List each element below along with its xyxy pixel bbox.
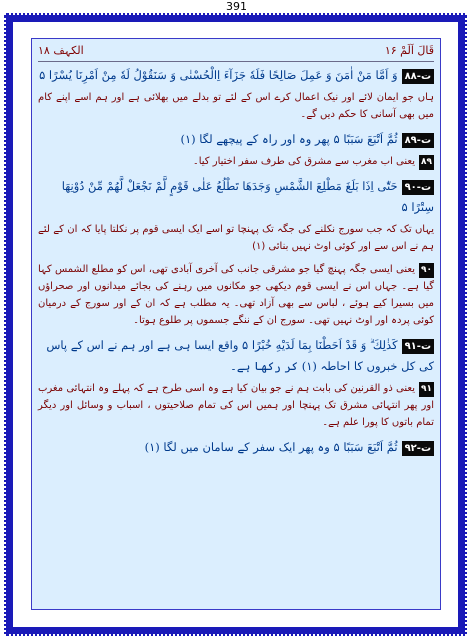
page-number: 391 — [226, 0, 247, 13]
note-number: ۹۱ — [419, 382, 434, 397]
note-number: ۸۹ — [419, 155, 434, 170]
commentary-91 — [38, 380, 434, 431]
verse-number: ت-۸۹ — [402, 133, 434, 148]
verse-text: وَ اَمَّا مَنْ اٰمَنَ وَ عَمِلَ صَالِحًا فَلَهٗ جَزَآءَ اِالْحُسْنٰی وَ سَنَقُوْلُ لَهٗ مِنْ اَمْرِنَا يُسْرًا ۵ — [39, 68, 398, 82]
verse-text: كَذٰلِكَ ۗ وَ قَدْ اَحَطْنَا بِمَا لَدَيْهِ خُبْرًا ۵ واقع ایسا ہی ہے اور ہم نے اس کے پاس کی کل خبروں کا احاطہ (۱) کر رکھا ہے۔ — [46, 338, 434, 373]
translation: ہاں جو ایمان لائے اور نیک اعمال کرے اس کے لئے تو بدلے میں بھلائی ہے اور ہم اسے اپنے کام میں بھی آسانی کا حکم دیں گے۔ — [38, 92, 434, 120]
translation: یہاں تک کہ جب سورج نکلنے کی جگہ تک پہنچا تو اسے ایک ایسی قوم پر نکلتا پایا کہ ان کے لئے ہم نے اس سے اور کوئی اوٹ نہیں بنائی (۱) — [38, 224, 434, 252]
verse-text: حَتّٰی اِذَا بَلَغَ مَطْلِعَ الشَّمْسِ وَجَدَهَا تَطْلُعُ عَلٰی قَوْمٍ لَّمْ نَجْعَلْ لَّهُمْ مِّنْ دُوْنِهَا سِتْرًا ۵ — [61, 179, 434, 214]
note-number: ۹۰ — [419, 263, 434, 278]
verse-90 — [38, 176, 434, 218]
verse-number: ت-۹۲ — [402, 441, 434, 456]
verse-91 — [38, 335, 434, 377]
verse-number: ت-۹۰ — [402, 180, 434, 195]
verse-92 — [38, 437, 434, 458]
verse-number: ت-۸۸ — [402, 69, 434, 84]
verse-text: ثُمَّ اَتْبَعَ سَبَبًا ۵ وہ پھر ایک سفر کے سامان میں لگا (۱) — [144, 440, 398, 454]
verse-text: ثُمَّ اَتْبَعَ سَبَبًا ۵ پھر وہ اور راہ کے پیچھے لگا (۱) — [180, 132, 398, 146]
header-divider — [38, 61, 434, 62]
commentary-90 — [38, 261, 434, 329]
header-surah: الکہف ۱۸ — [38, 44, 84, 57]
verse-number: ت-۹۱ — [402, 339, 434, 354]
verse-88 — [38, 65, 434, 86]
verse-89 — [38, 129, 434, 150]
content-area — [38, 43, 434, 605]
page-body — [31, 38, 441, 610]
note-text: یعنی ذو القرنین کی بابت ہم نے جو بیان کیا ہے وہ اسی طرح ہے کہ پہلے وہ انتہائی مغرب اور پھر انتہائی مشرق تک پہنچا اور ہمیں اس کی تمام صلاحیتوں ، اسباب و وسائل اور دیگر تمام باتوں کا پورا علم ہے۔ — [38, 383, 434, 428]
header-juz: قَالَ اَلَمْ ۱۶ — [384, 44, 434, 57]
note-text: یعنی اب مغرب سے مشرق کی طرف سفر اختیار کیا۔ — [192, 156, 415, 167]
page-header — [38, 43, 434, 59]
note-text: یعنی ایسی جگہ پہنچ گیا جو مشرقی جانب کی آخری آبادی تھی، اس کو مطلع الشمس کہا گیا ہے۔ جہاں اس نے ایسی قوم دیکھی جو مکانوں میں رہنے کی بجائے میدانوں اور صحراؤں میں بسیرا کیے ہوئے ، لباس سے بھی آزاد تھی۔ یہ مطلب ہے کہ ان کے اور سورج کے درمیان کوئی پردہ اور اوٹ نہیں تھی۔ سورج ان کے ننگے جسموں پر طلوع ہوتا۔ — [38, 264, 434, 326]
verse-block — [38, 65, 434, 458]
decorative-frame — [4, 13, 467, 636]
commentary-89 — [38, 153, 434, 170]
